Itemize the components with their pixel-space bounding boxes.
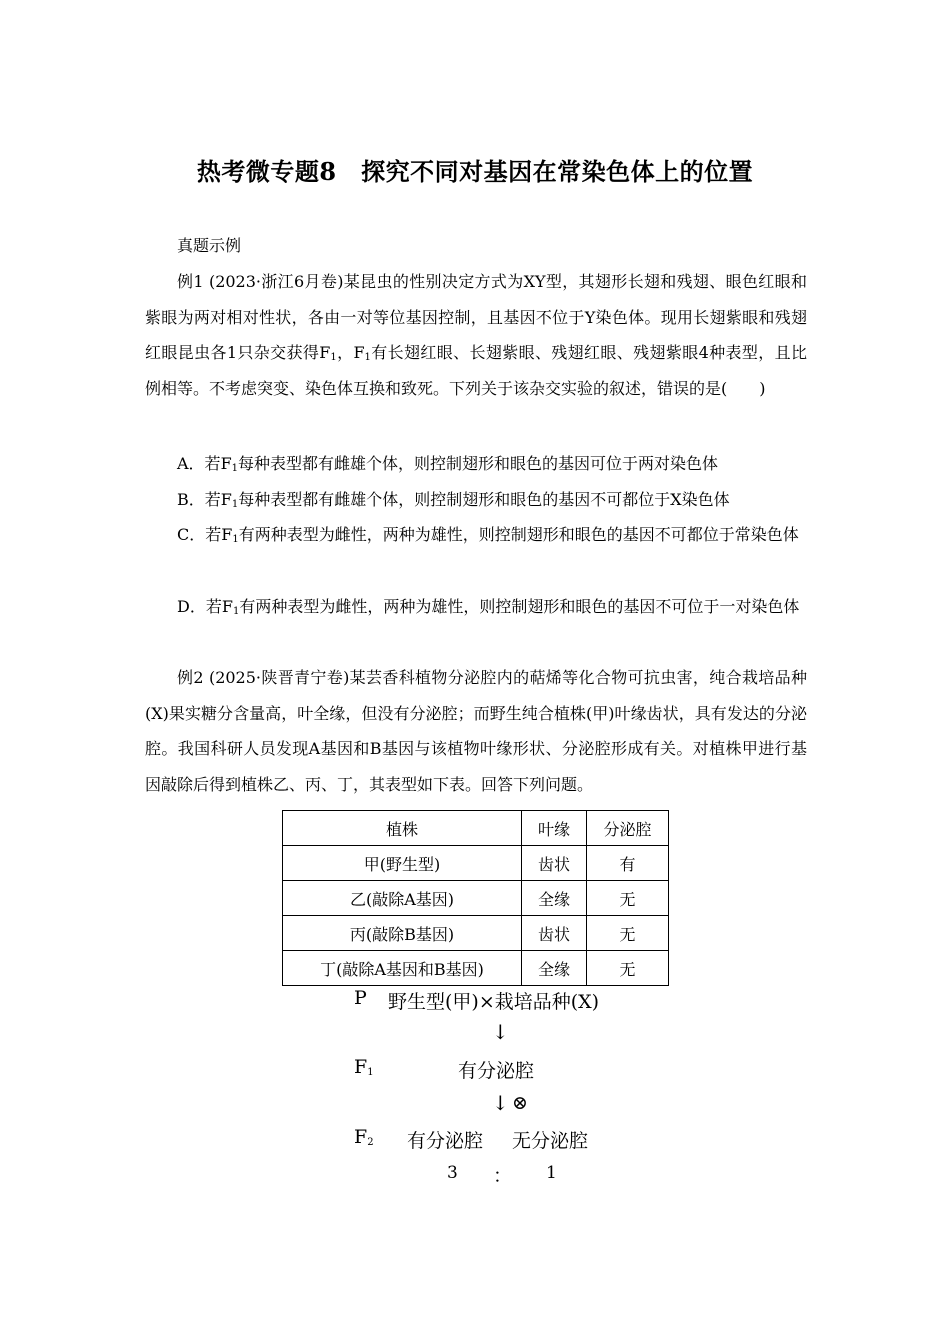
cross-p-label: P	[354, 987, 367, 1009]
example-1-text: 例1 (2023·浙江6月卷)某昆虫的性别决定方式为XY型，其翅形长翅和残翅、眼色红眼和紫眼为两对相对性状，各由一对等位基因控制，且基因不位于Y染色体。现用长翅紫眼和残翅红眼昆虫各1只杂交获得	[145, 272, 807, 362]
cross-f1-label: $F_1$	[354, 1056, 374, 1078]
table-header: 分泌腔	[587, 811, 669, 846]
phenotype-table	[282, 810, 669, 986]
section-label: 真题示例	[177, 236, 242, 255]
example-1-stem: 例1 (2023·浙江6月卷)某昆虫的性别决定方式为XY型，其翅形长翅和残翅、眼色红眼和紫眼为两对相对性状，各由一对等位基因控制，且基因不位于Y染色体。现用长翅紫眼和残翅红眼昆虫各1只杂交获得$F_1$，$F_1$有长翅红眼、长翅紫眼、残翅红眼、残翅紫眼4种表型，且比例相等。不考虑突变、染色体互换和致死。下列关于该杂交实验的叙述，错误的是( )	[145, 272, 807, 398]
table-cell: 齿状	[522, 846, 587, 881]
table-cell: 无	[587, 881, 669, 916]
cross-f1-text: 有分泌腔	[458, 1060, 535, 1082]
table-cell: 全缘	[522, 951, 587, 986]
cross-f2-label: $F_2$	[354, 1126, 374, 1148]
table-row	[283, 881, 669, 916]
table-cell: 甲(野生型)	[283, 846, 522, 881]
ratio-separator: ：	[493, 1165, 513, 1187]
option-c: C．若$F_1$有两种表型为雌性，两种为雄性，则控制翅形和眼色的基因不可都位于常染色体	[177, 525, 799, 545]
table-cell: 丙(敲除B基因)	[283, 916, 522, 951]
table-cell: 无	[587, 916, 669, 951]
example-2-stem: 例2 (2025·陕晋青宁卷)某芸香科植物分泌腔内的萜烯等化合物可抗虫害，纯合栽培品种(X)果实糖分含量高，叶全缘，但没有分泌腔；而野生纯合植株(甲)叶缘齿状，具有发达的分泌腔。我国科研人员发现A基因和B基因与该植物叶缘形状、分泌腔形成有关。对植株甲进行基因敲除后得到植株乙、丙、丁，其表型如下表。回答下列问题。	[145, 668, 807, 794]
table-row	[283, 951, 669, 986]
option-b: B．若$F_1$每种表型都有雌雄个体，则控制翅形和眼色的基因不可都位于X染色体	[177, 490, 730, 510]
table-header: 植株	[283, 811, 522, 846]
cross-f2-a: 有分泌腔	[407, 1130, 484, 1152]
table-header-row	[283, 811, 669, 846]
selfing-icon: ⊗	[512, 1092, 528, 1114]
table-cell: 有	[587, 846, 669, 881]
page-title: 热考微专题8 探究不同对基因在常染色体上的位置	[196, 157, 754, 186]
table-cell: 齿状	[522, 916, 587, 951]
table-cell: 乙(敲除A基因)	[283, 881, 522, 916]
ratio-b: 1	[546, 1163, 557, 1183]
table-row	[283, 916, 669, 951]
table-cell: 全缘	[522, 881, 587, 916]
option-a: A．若$F_1$每种表型都有雌雄个体，则控制翅形和眼色的基因可位于两对染色体	[177, 454, 719, 474]
example-1-text-2: 有长翅红眼、长翅紫眼、残翅红眼、残翅紫眼4种表型，且比例相等。不考虑突变、染色体互换和致死。下列关于该杂交实验的叙述，错误的是( )	[145, 343, 807, 398]
table-cell: 无	[587, 951, 669, 986]
ratio-a: 3	[447, 1163, 458, 1183]
table-header: 叶缘	[522, 811, 587, 846]
down-arrow-icon: ↓	[492, 1020, 509, 1044]
table-cell: 丁(敲除A基因和B基因)	[283, 951, 522, 986]
cross-p-text: 野生型(甲)×栽培品种(X)	[388, 991, 600, 1013]
down-arrow-icon: ↓	[492, 1091, 509, 1115]
option-d: D．若$F_1$有两种表型为雌性，两种为雄性，则控制翅形和眼色的基因不可位于一对染色体	[177, 597, 800, 617]
table-row	[283, 846, 669, 881]
cross-f2-b: 无分泌腔	[512, 1130, 589, 1152]
